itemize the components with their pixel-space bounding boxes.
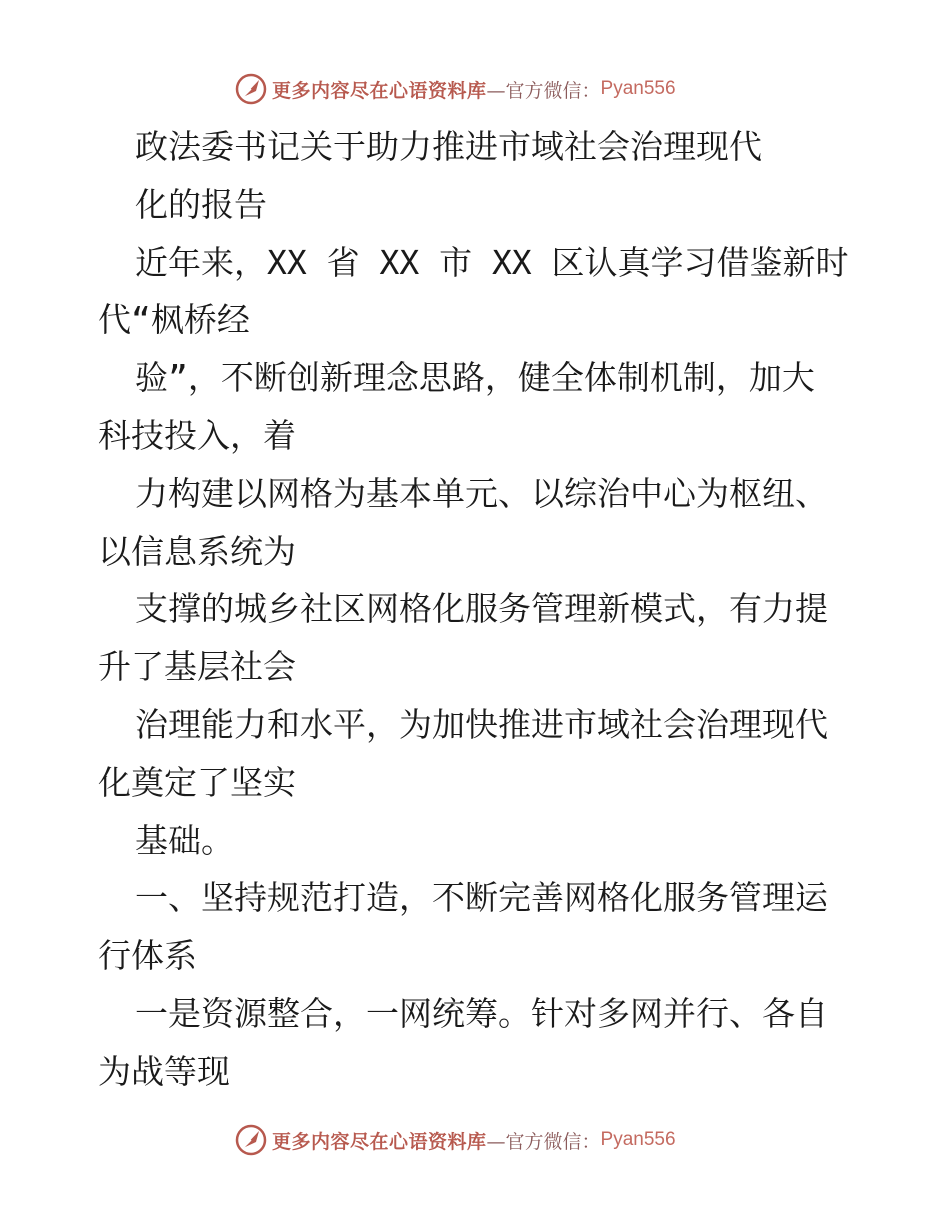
paragraph-line: 力构建以网格为基本单元、以综治中心为枢纽、 (135, 473, 828, 513)
paragraph-line: 科技投入，着 (98, 415, 296, 455)
quill-logo-icon (234, 1123, 268, 1157)
paragraph-line: 治理能力和水平，为加快推进市域社会治理现代 (135, 704, 828, 744)
paragraph-line: 验”，不断创新理念思路，健全体制机制，加大 (135, 358, 815, 398)
section-heading-line: 一、坚持规范打造，不断完善网格化服务管理运 (135, 878, 828, 918)
paragraph-line: 基础。 (135, 820, 234, 860)
paragraph-line: 为战等现 (98, 1051, 230, 1091)
paragraph-line: 以信息系统为 (98, 531, 296, 571)
banner-site-name: 更多内容尽在心语资料库 (272, 1130, 487, 1153)
document-body (98, 118, 858, 1101)
title-line: 政法委书记关于助力推进市域社会治理现代 (135, 127, 762, 166)
banner-wechat-id: Pyan556 (600, 1129, 676, 1150)
paragraph-line: 一是资源整合，一网统筹。针对多网并行、各自 (135, 993, 828, 1033)
banner-wechat-label: —官方微信： (486, 79, 601, 102)
paragraph-line: 代“枫桥经 (98, 300, 250, 340)
paragraph-line: 化奠定了坚实 (98, 762, 296, 802)
quill-logo-icon (234, 72, 268, 106)
paragraph-line: 支撑的城乡社区网格化服务管理新模式，有力提 (135, 589, 828, 629)
footer-banner (234, 1123, 676, 1157)
banner-site-name: 更多内容尽在心语资料库 (272, 79, 487, 102)
banner-wechat-id: Pyan556 (600, 78, 676, 99)
paragraph-line: 升了基层社会 (98, 647, 296, 687)
section-heading-line: 行体系 (98, 936, 197, 976)
title-line: 化的报告 (135, 184, 267, 224)
banner-wechat-label: —官方微信： (486, 1130, 601, 1153)
header-banner (234, 72, 676, 106)
paragraph-line: 近年来，XX 省 XX 市 XX 区认真学习借鉴新时 (135, 242, 849, 282)
